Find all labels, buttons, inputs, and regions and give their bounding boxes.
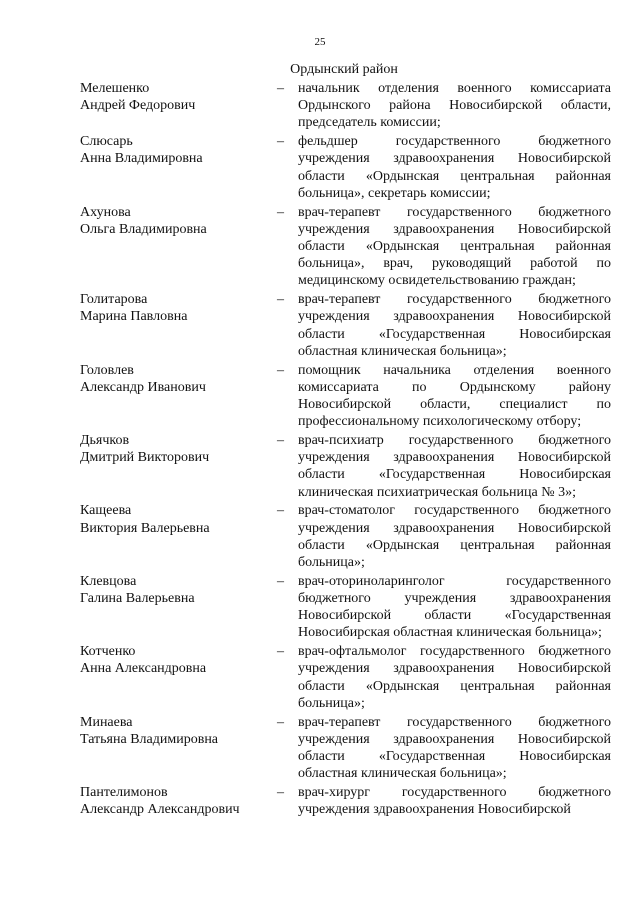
member-name bbox=[80, 502, 275, 536]
member-given-names: Виктория Валерьевна bbox=[80, 520, 210, 536]
dash: – bbox=[277, 573, 284, 589]
member-surname: Ахунова bbox=[80, 204, 131, 220]
member-name bbox=[80, 80, 275, 114]
member-name bbox=[80, 204, 275, 238]
member-entry bbox=[0, 291, 640, 360]
member-given-names: Дмитрий Викторович bbox=[80, 450, 210, 466]
member-given-names: Александр Александрович bbox=[80, 802, 240, 818]
dash: – bbox=[277, 292, 284, 308]
member-position: врач-психиатр государственного бюджетного учреждения здравоохранения Новосибирской области «Государственная Новосибирская клиническая психиатрическая больница № 3»; bbox=[298, 433, 611, 500]
member-entry bbox=[0, 432, 640, 501]
member-name bbox=[80, 643, 275, 677]
member-surname: Дьячков bbox=[80, 433, 130, 449]
member-given-names: Татьяна Владимировна bbox=[80, 731, 219, 747]
member-surname: Слюсарь bbox=[80, 134, 133, 150]
dash: – bbox=[277, 134, 284, 150]
member-entry bbox=[0, 80, 640, 132]
member-surname: Мелешенко bbox=[80, 81, 150, 96]
member-position: начальник отделения военного комиссариата Ордынского района Новосибирской области, председатель комиссии; bbox=[298, 81, 611, 131]
member-position: врач-оториноларинголог государственного бюджетного учреждения здравоохранения Новосибирской области «Государственная Новосибирская областная клиническая больница»; bbox=[298, 573, 611, 641]
member-given-names: Марина Павловна bbox=[80, 309, 188, 325]
member-name bbox=[80, 133, 275, 167]
member-position: фельдшер государственного бюджетного учреждения здравоохранения Новосибирской области «Ордынская центральная районная больница», секретарь комиссии; bbox=[298, 134, 611, 201]
member-surname: Пантелимонов bbox=[80, 785, 168, 801]
member-entry bbox=[0, 502, 640, 571]
member-entry bbox=[0, 784, 640, 818]
member-entry bbox=[0, 643, 640, 712]
member-entry bbox=[0, 204, 640, 290]
member-entry bbox=[0, 133, 640, 202]
member-entry bbox=[0, 362, 640, 431]
dash: – bbox=[277, 204, 284, 220]
member-surname: Котченко bbox=[80, 644, 136, 660]
member-surname: Минаева bbox=[80, 714, 133, 730]
dash: – bbox=[277, 785, 284, 801]
member-position: врач-стоматолог государственного бюджетного учреждения здравоохранения Новосибирской области «Ордынская центральная районная больница»; bbox=[298, 503, 611, 571]
member-name bbox=[80, 573, 275, 607]
member-given-names: Анна Владимировна bbox=[80, 151, 203, 167]
member-position: врач-терапевт государственного бюджетного учреждения здравоохранения Новосибирской области «Ордынская центральная районная больница», врач, руководящий работой по медицинскому освидетельствованию граждан; bbox=[298, 204, 611, 289]
dash: – bbox=[277, 81, 284, 96]
dash: – bbox=[277, 714, 284, 730]
member-name bbox=[80, 291, 275, 325]
member-position: врач-офтальмолог государственного бюджетного учреждения здравоохранения Новосибирской области «Ордынская центральная районная больница»; bbox=[298, 644, 611, 711]
member-name bbox=[80, 432, 275, 466]
member-given-names: Андрей Федорович bbox=[80, 98, 196, 114]
member-given-names: Александр Иванович bbox=[80, 379, 206, 395]
member-surname: Головлев bbox=[80, 362, 134, 378]
member-surname: Голитарова bbox=[80, 292, 148, 308]
member-entry bbox=[0, 573, 640, 642]
member-name bbox=[80, 714, 275, 748]
member-position: врач-терапевт государственного бюджетного учреждения здравоохранения Новосибирской области «Государственная Новосибирская областная клиническая больница»; bbox=[298, 292, 611, 359]
member-surname: Кащеева bbox=[80, 503, 132, 519]
dash: – bbox=[277, 362, 284, 378]
member-position: врач-хирург государственного бюджетного учреждения здравоохранения Новосибирской bbox=[298, 785, 611, 818]
member-given-names: Ольга Владимировна bbox=[80, 221, 207, 237]
dash: – bbox=[277, 503, 284, 519]
page-number: 25 bbox=[314, 36, 326, 48]
member-position: врач-терапевт государственного бюджетного учреждения здравоохранения Новосибирской области «Государственная Новосибирская областная клиническая больница»; bbox=[298, 714, 611, 782]
member-name bbox=[80, 362, 275, 396]
dash: – bbox=[277, 433, 284, 449]
commission-member-list bbox=[0, 80, 640, 820]
member-position: помощник начальника отделения военного комиссариата по Ордынскому району Новосибирской области, специалист по профессиональному психологическому отбору; bbox=[298, 362, 611, 430]
member-given-names: Анна Александровна bbox=[80, 661, 207, 677]
dash: – bbox=[277, 644, 284, 660]
member-given-names: Галина Валерьевна bbox=[80, 591, 195, 607]
member-entry bbox=[0, 714, 640, 783]
member-name bbox=[80, 784, 275, 818]
section-title: Ордынский район bbox=[290, 62, 398, 77]
member-surname: Клевцова bbox=[80, 573, 137, 589]
